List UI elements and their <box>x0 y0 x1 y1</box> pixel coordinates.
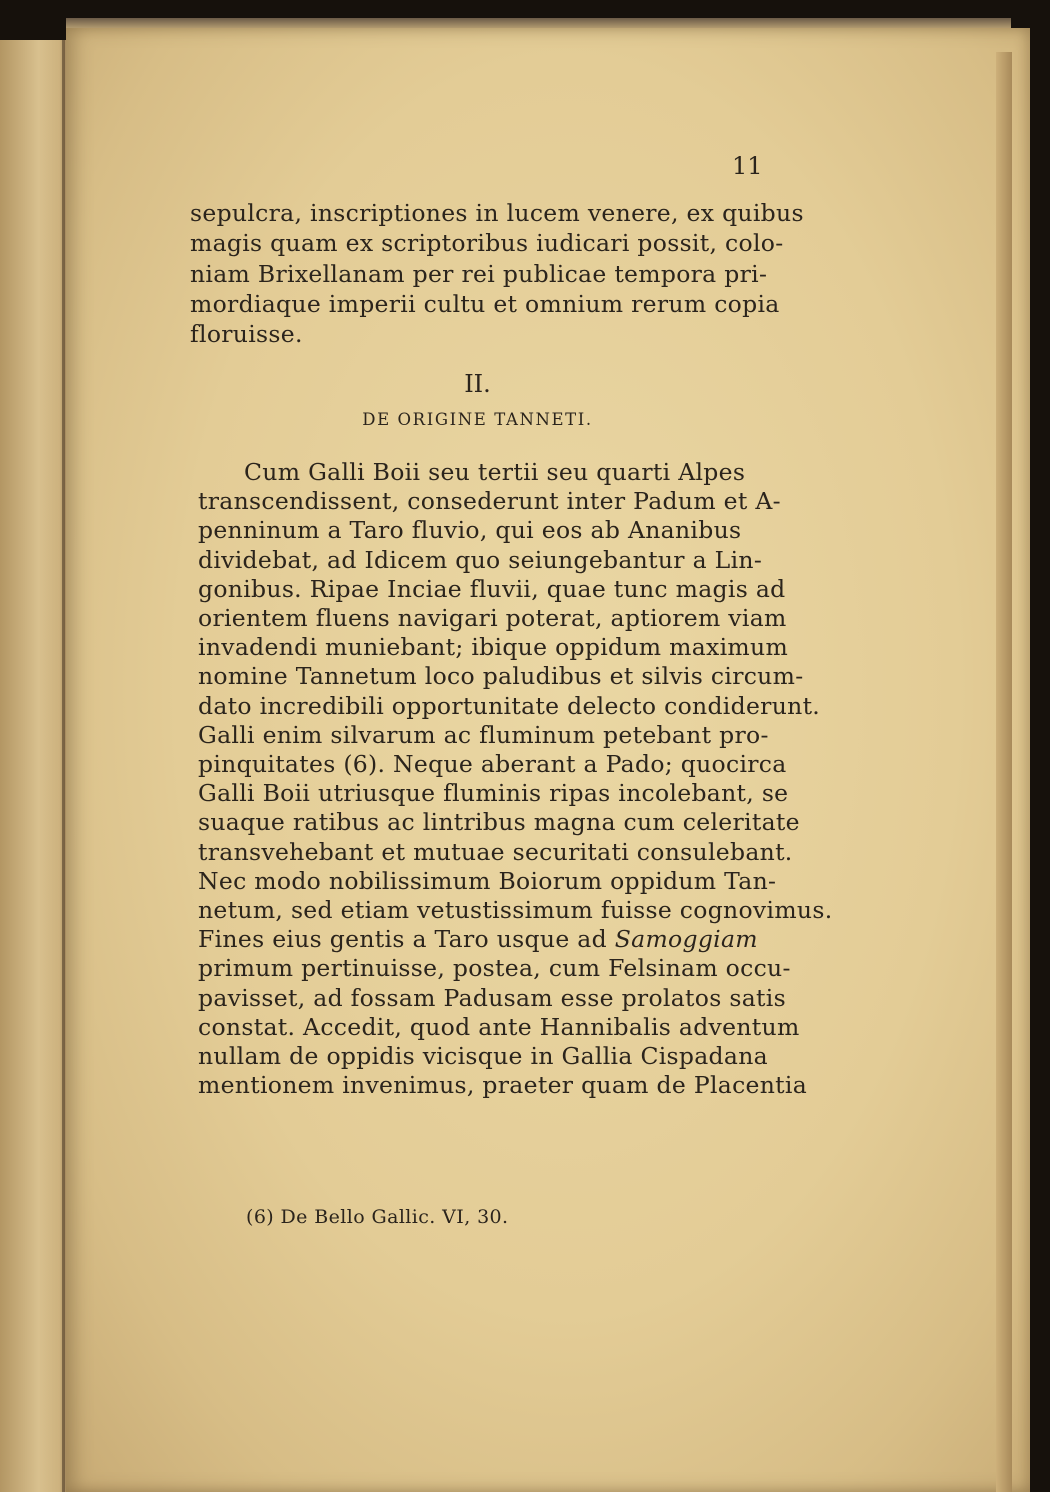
text-line: magis quam ex scriptoribus iudicari possit, colo- <box>190 229 784 258</box>
text-line: mordiaque imperii cultu et omnium rerum copia <box>190 289 780 318</box>
footnote: (6) De Bello Gallic. VI, 30. <box>246 1206 509 1228</box>
left-page-edge <box>0 40 70 1492</box>
text-line: Cum Galli Boii seu tertii seu quarti Alpes <box>244 458 746 486</box>
text-line: mentionem invenimus, praeter quam de Placentia <box>198 1071 808 1100</box>
text-line: penninum a Taro fluvio, qui eos ab Ananibus <box>198 516 742 545</box>
text-line: pinquitates (6). Neque aberant a Pado; quocirca <box>198 750 787 779</box>
text-line: invadendi muniebant; ibique oppidum maximum <box>198 633 789 662</box>
text-line-with-italic <box>198 925 778 954</box>
section-number: II. <box>464 370 491 398</box>
text-line: pavisset, ad fossam Padusam esse prolatos satis <box>198 983 786 1012</box>
section-title: DE ORIGINE TANNETI. <box>362 410 593 429</box>
text-line: floruisse. <box>190 320 303 349</box>
text-line: constat. Accedit, quod ante Hannibalis adventum <box>198 1012 800 1041</box>
italic-place-name: Samoggiam <box>614 925 758 954</box>
book-gutter <box>62 40 65 1492</box>
text-line: Nec modo nobilissimum Boiorum oppidum Tan- <box>198 866 777 895</box>
text-line-start: Fines eius gentis a Taro usque ad <box>198 925 607 954</box>
text-line: transcendissent, consederunt inter Padum et A- <box>198 487 781 516</box>
text-line: Galli Boii utriusque fluminis ripas incolebant, se <box>198 779 789 808</box>
text-line: Galli enim silvarum ac fluminum petebant pro- <box>198 720 769 749</box>
intro-paragraph <box>190 198 804 349</box>
page-fore-edge <box>996 52 1012 1492</box>
text-line: sepulcra, inscriptiones in lucem venere, ex quibus <box>190 199 804 227</box>
text-line: netum, sed etiam vetustissimum fuisse cognovimus. <box>198 896 833 925</box>
text-line: dato incredibili opportunitate delecto condiderunt. <box>198 691 821 720</box>
text-line: transvehebant et mutuae securitati consulebant. <box>198 837 793 866</box>
page-number: 11 <box>732 152 763 180</box>
body-paragraph <box>198 458 833 1100</box>
text-line: gonibus. Ripae Inciae fluvii, quae tunc magis ad <box>198 574 786 603</box>
text-line: nullam de oppidis vicisque in Gallia Cispadana <box>198 1042 768 1071</box>
text-line: dividebat, ad Idicem quo seiungebantur a Lin- <box>198 545 763 574</box>
text-line: orientem fluens navigari poterat, aptiorem viam <box>198 604 787 633</box>
text-line: nomine Tannetum loco paludibus et silvis circum- <box>198 662 804 691</box>
text-line: primum pertinuisse, postea, cum Felsinam occu- <box>198 954 791 983</box>
text-line: niam Brixellanam per rei publicae tempora pri- <box>190 259 768 288</box>
text-line: suaque ratibus ac lintribus magna cum celeritate <box>198 808 800 837</box>
